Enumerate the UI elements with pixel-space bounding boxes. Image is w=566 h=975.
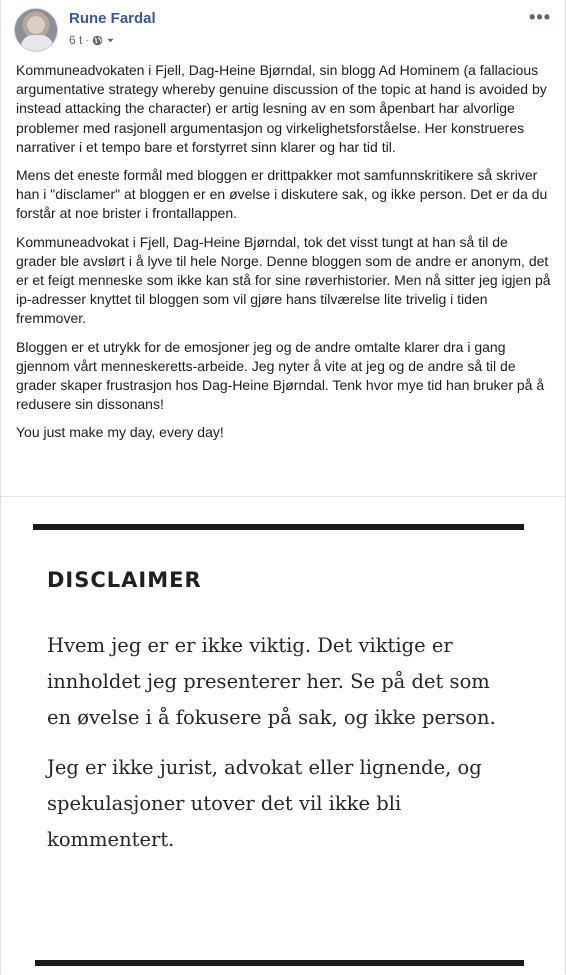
disclaimer-paragraph: Jeg er ikke jurist, advokat eller lignende, og spekulasjoner utover det vil ikke bli kommentert.: [47, 756, 482, 851]
author-name-link[interactable]: Rune Fardal: [69, 10, 156, 27]
more-options-icon[interactable]: •••: [529, 7, 551, 27]
post-paragraph: Mens det eneste formål med bloggen er drittpakker mot samfunnskritikere så skriver han i "disclamer" at bloggen er en øvelse i diskutere sak, og ikke person. Det er da du forstår at noe brister i frontallappen.: [16, 167, 548, 222]
divider: [35, 960, 524, 966]
avatar-photo: [21, 35, 53, 52]
post-paragraph: Kommuneadvokat i Fjell, Dag-Heine Bjørndal, tok det visst tungt at han så til de grader ble avslørt i å lyve til hele Norge. Denne bloggen som de andre er anonym, det er et feigt menneske som ikke kan stå for sine røverhistorier. Men nå sitter jeg igjen på ip-adresser knyttet til bloggen som vil gjøre hans tilværelse lite trivelig i tiden fremmover.: [16, 233, 551, 327]
shared-image-disclaimer[interactable]: [1, 496, 565, 975]
post-paragraph: Bloggen er et utrykk for de emosjoner jeg og de andre omtalte klarer dra i gang gjennom vårt menneskeretts-arbeide. Jeg nyter å vite at jeg og de andre så til de grader skaper frustrasjon hos Dag-Heine Bjørndal. Tenk hvor mye tid han bruker på å redusere sin dissonans!: [16, 338, 545, 413]
post-text: [16, 61, 552, 452]
post-timestamp[interactable]: 6 t: [69, 33, 83, 47]
disclaimer-paragraph: Hvem jeg er er ikke viktig. Det viktige er innholdet jeg presenterer her. Se på det som en øvelse i å fokusere på sak, og ikke person.: [47, 634, 496, 729]
post-paragraph: Kommuneadvokaten i Fjell, Dag-Heine Bjørndal, sin blogg Ad Hominem (a fallacious argumentative strategy whereby genuine discussion of the topic at hand is avoided by instead attacking the character) er artig lesning av en som åpenbart har alvorlige problemer med rasjonell argumentasjon og virkelighetsforståelse. Her konstrueres narrativer i et tempo bare et forstyrret sinn klarer og har tid til.: [16, 62, 547, 155]
divider: [33, 524, 524, 530]
avatar[interactable]: [14, 8, 58, 52]
post-meta: [69, 33, 115, 47]
disclaimer-heading: DISCLAIMER: [47, 568, 202, 592]
globe-icon[interactable]: [92, 35, 103, 46]
post-paragraph: You just make my day, every day!: [16, 424, 224, 441]
meta-separator: ·: [85, 34, 89, 46]
caret-down-icon[interactable]: [106, 36, 115, 45]
post-header: [14, 8, 553, 54]
